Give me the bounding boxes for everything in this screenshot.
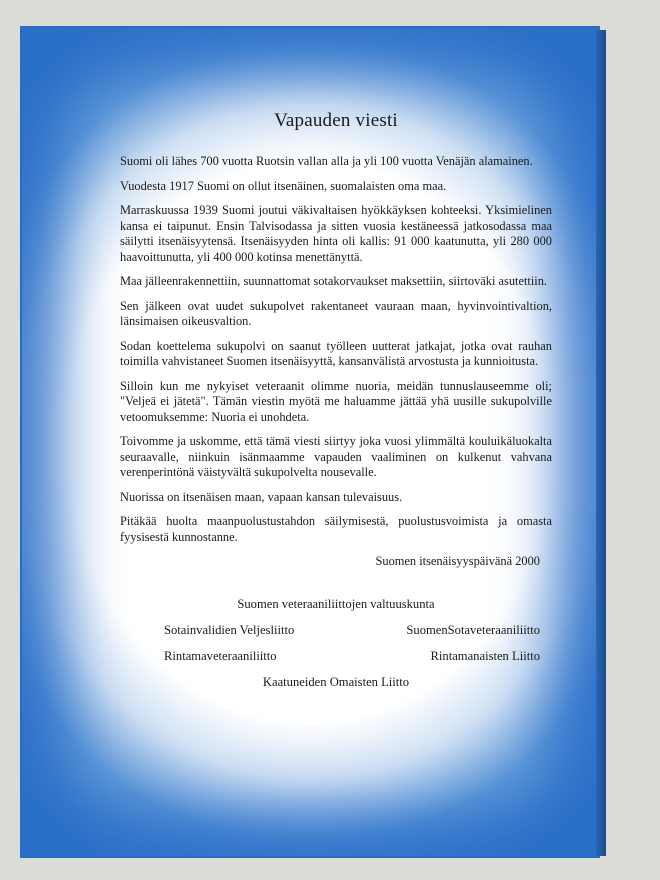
signatory: Kaatuneiden Omaisten Liitto <box>262 675 410 689</box>
paragraph: Pitäkää huolta maanpuolustustahdon säilymisestä, puolustusvoimista ja omasta fyysisestä kunnostanne. <box>120 514 552 544</box>
paragraph: Sen jälkeen ovat uudet sukupolvet rakentaneet vauraan maan, hyvinvointivaltion, länsimaisen oikeusvaltion. <box>120 298 552 328</box>
signatory: Rintamaveteraaniliitto <box>164 649 277 663</box>
paragraph: Silloin kun me nykyiset veteraanit olimme nuoria, meidän tunnuslauseemme oli; "Veljeä ei jätetä". Tämän viestin myötä me haluamme jättää yhä uusille sukupolville vetoomuksemme: Nuoria ei unohdeta. <box>120 378 552 424</box>
paragraph: Nuorissa on itsenäisen maan, vapaan kansan tulevaisuus. <box>120 489 403 504</box>
signatory-delegation: Suomen veteraaniliittojen valtuuskunta <box>237 597 435 611</box>
cover-text <box>120 110 552 701</box>
paragraph: Marraskuussa 1939 Suomi joutui väkivaltaisen hyökkäyksen kohteeksi. Yksimielinen kansa ei taipunut. Ensin Talvisodassa ja sitten vuosia kestäneessä jatkosodassa maa säilytti itsenäisyytensä. Itsenäisyyden hinta oli kallis: 91 000 kaatunutta, yli 280 000 haavoittunutta, yli 400 000 kotinsa menettänyttä. <box>120 203 552 264</box>
page-title: Vapauden viesti <box>274 110 398 131</box>
paragraph: Suomi oli lähes 700 vuotta Ruotsin vallan alla ja yli 100 vuotta Venäjän alamainen. <box>120 154 533 168</box>
paragraph: Vuodesta 1917 Suomi on ollut itsenäinen, suomalaisten oma maa. <box>120 178 447 193</box>
signatory: SuomenSotaveteraaniliitto <box>406 623 540 637</box>
signatory-row <box>120 623 552 638</box>
paragraph: Sodan koettelema sukupolvi on saanut työlleen uutterat jatkajat, jotka ovat rauhan toimilla vahvistaneet Suomen itsenäisyyttä, kansanvälistä arvostusta ja kunnioitusta. <box>120 338 552 368</box>
signatories <box>120 597 552 690</box>
signatory-row <box>120 649 552 664</box>
signatory: Sotainvalidien Veljesliitto <box>164 623 295 637</box>
date-line: Suomen itsenäisyyspäivänä 2000 <box>375 554 540 568</box>
paragraph: Toivomme ja uskomme, että tämä viesti siirtyy joka vuosi ylimmältä kouluikäluokalta seuraavalle, niinkuin isänmaamme vapauden vaaliminen on kulkenut vahvana verenperintönä väistyvältä sukupolvelta nousevalle. <box>120 434 552 479</box>
paragraph: Maa jälleenrakennettiin, suunnattomat sotakorvaukset maksettiin, siirtoväki asutettiin. <box>120 274 548 288</box>
book-spine-edge <box>596 30 606 856</box>
signatory: Rintamanaisten Liitto <box>430 649 540 663</box>
